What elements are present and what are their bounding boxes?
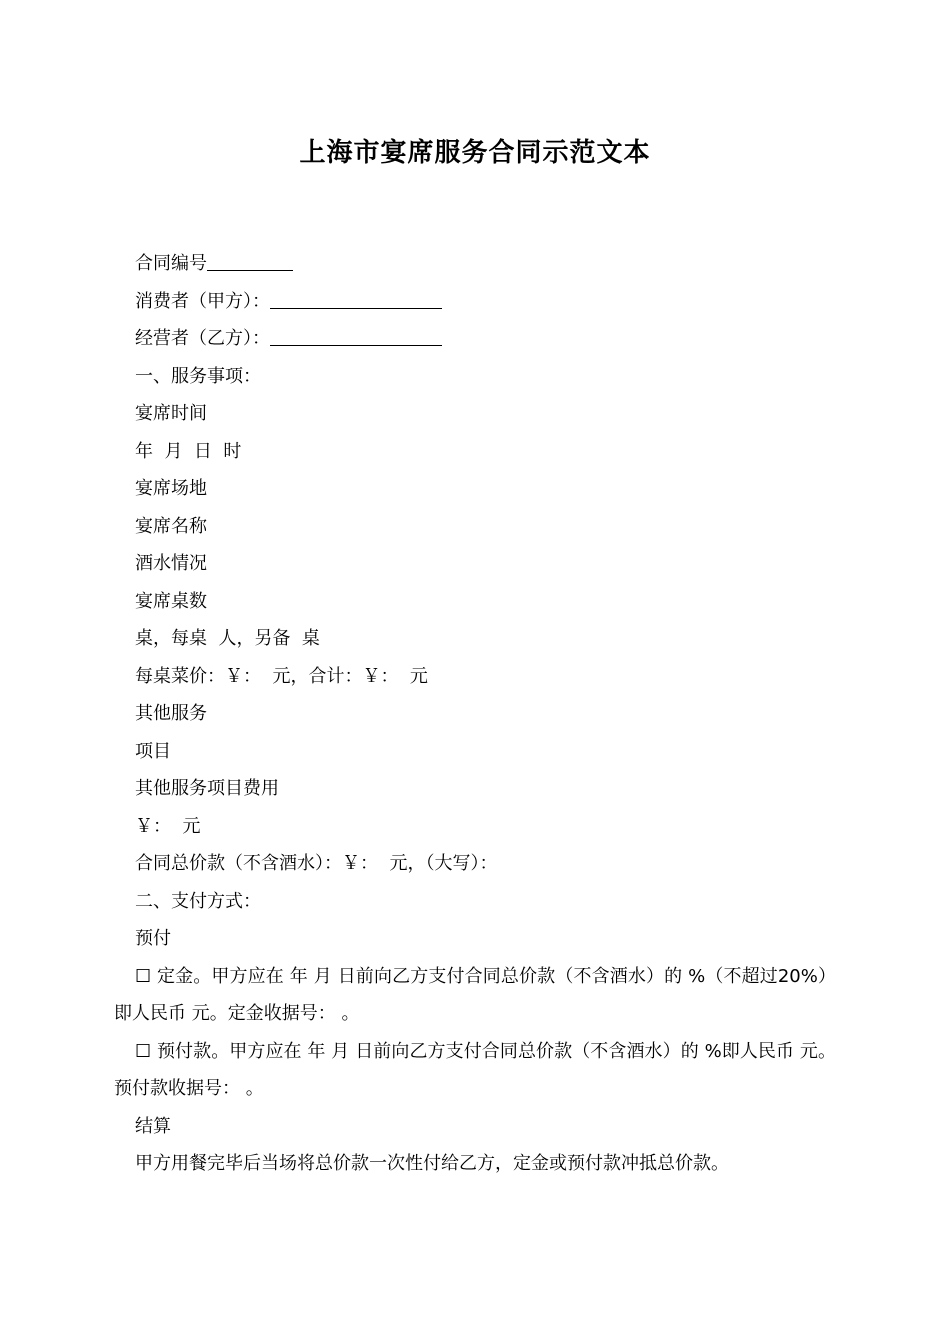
- section2-heading: 二、支付方式：: [135, 890, 261, 912]
- section1-line: 宴席场地: [135, 478, 207, 499]
- operator-field: [114, 320, 836, 358]
- consumer-label: 消费者（甲方）：: [135, 290, 270, 312]
- contract-number-field: [114, 245, 836, 283]
- operator-blank: [270, 325, 442, 346]
- section1-line: 每桌菜价：￥： 元，合计：￥： 元: [135, 665, 428, 687]
- document-title: 上海市宴席服务合同示范文本: [299, 138, 651, 168]
- section1-line: 其他服务: [135, 703, 207, 724]
- advance-payment-clause: ☐ 预付款。甲方应在 年 月 日前向乙方支付合同总价款（不含酒水）的 %即人民币 元。 预付款收据号： 。: [114, 1040, 836, 1099]
- section1-heading: 一、服务事项：: [135, 365, 261, 387]
- prepay-label: 预付: [135, 928, 171, 949]
- document-body: [114, 245, 836, 1183]
- settlement-text: 甲方用餐完毕后当场将总价款一次性付给乙方，定金或预付款冲抵总价款。: [135, 1153, 729, 1174]
- section1-line: 年 月 日 时: [135, 440, 242, 462]
- consumer-field: [114, 283, 836, 321]
- section1-line: 其他服务项目费用: [135, 778, 279, 799]
- contract-number-label: 合同编号: [135, 253, 207, 274]
- section1-line: 宴席桌数: [135, 590, 207, 612]
- settlement-label: 结算: [135, 1115, 171, 1137]
- section1-line: 项目: [135, 740, 171, 762]
- section1-line: 酒水情况: [135, 553, 207, 574]
- contract-number-blank: [207, 250, 293, 271]
- operator-label: 经营者（乙方）：: [135, 328, 270, 349]
- consumer-blank: [270, 288, 442, 309]
- deposit-clause: ☐ 定金。甲方应在 年 月 日前向乙方支付合同总价款（不含酒水）的 %（不超过20%）即人民币 元。定金收据号： 。: [114, 965, 836, 1024]
- section1-line: 桌，每桌 人，另备 桌: [135, 628, 320, 649]
- section1-line: 宴席时间: [135, 403, 207, 424]
- section1-line: 合同总价款（不含酒水）：￥： 元，（大写）：: [135, 853, 498, 874]
- section1-line: ￥： 元: [135, 815, 201, 837]
- section1-line: 宴席名称: [135, 515, 207, 537]
